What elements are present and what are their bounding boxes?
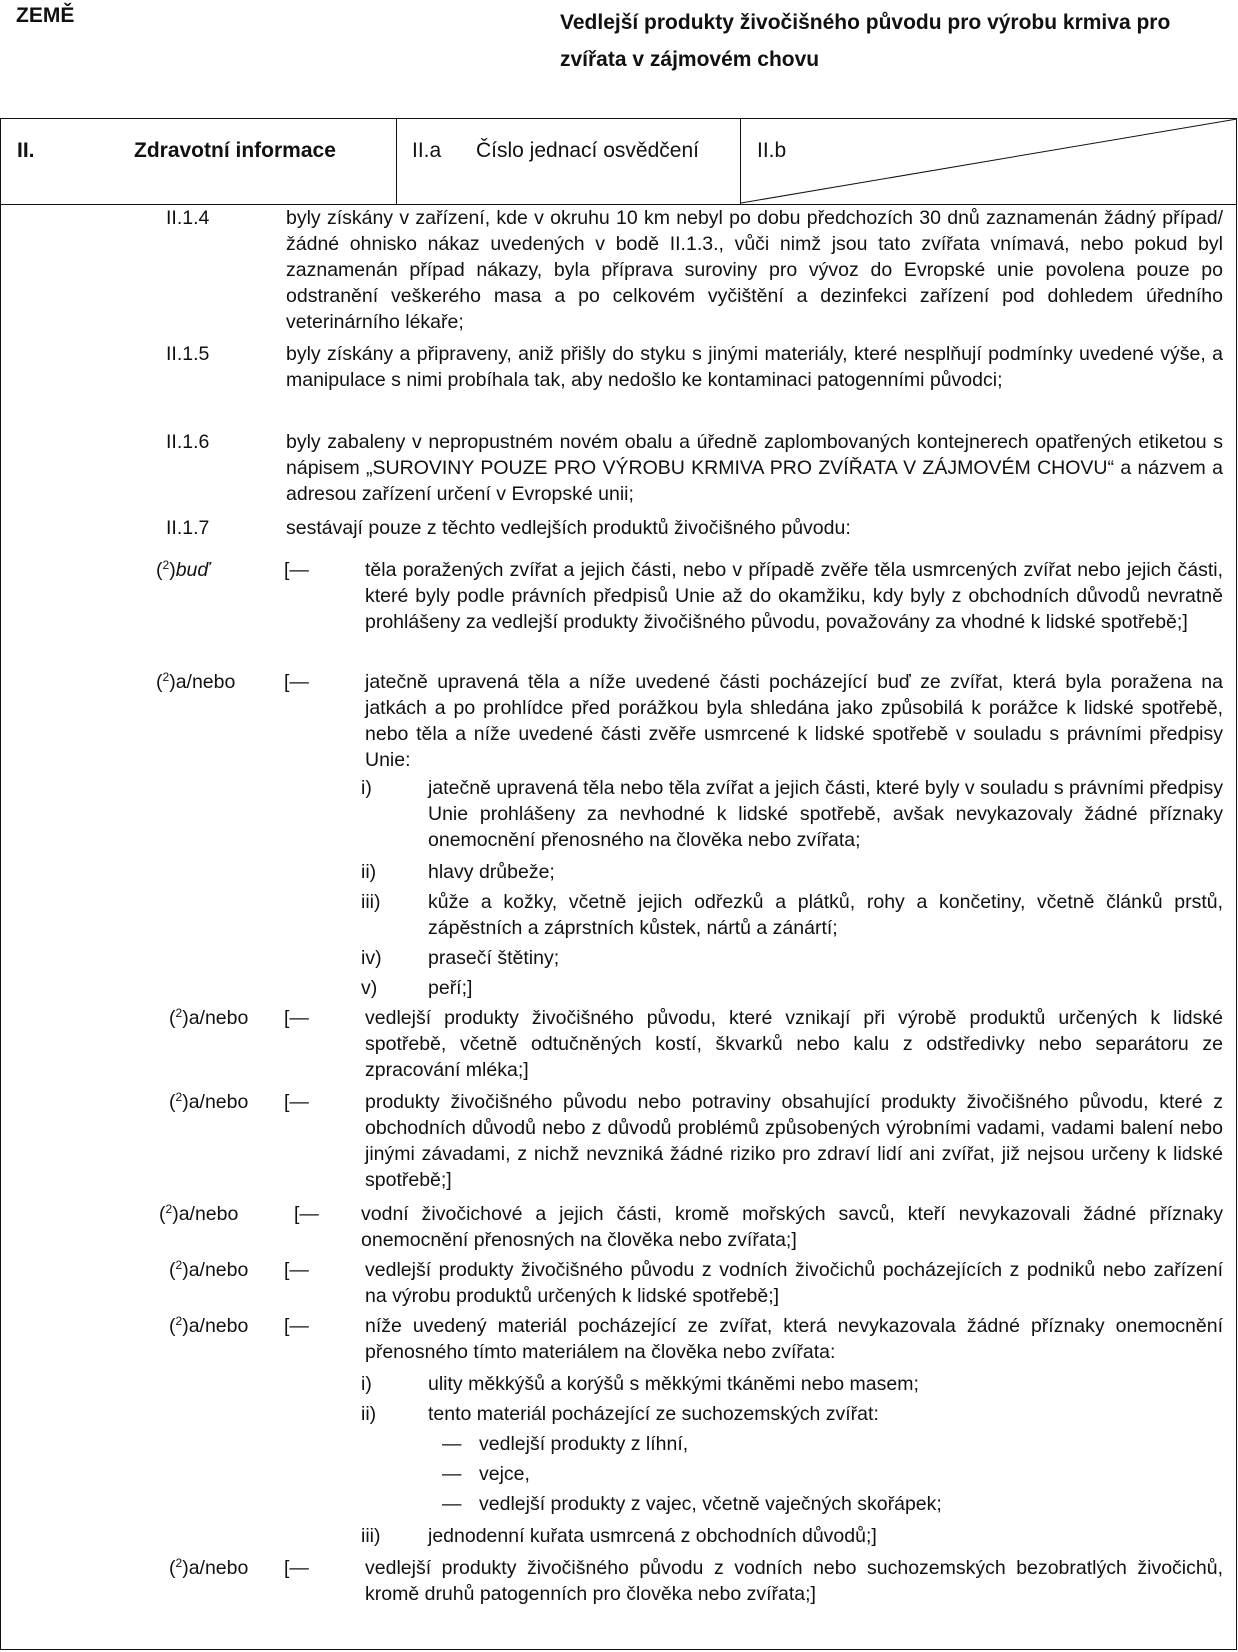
option-word: a/nebo xyxy=(188,1007,249,1029)
country-label: ZEMĚ xyxy=(16,4,75,27)
sub-item-text: kůže a kožky, včetně jejich odřezků a plátků, rohy a končetiny, včetně článků prstů, zápěstních a záprstních kůstek, nártů a zánártí; xyxy=(428,891,1223,939)
ref-label: Číslo jednací osvědčení xyxy=(476,139,699,162)
sub-item-text: peří;] xyxy=(428,977,473,999)
option-word: a/nebo xyxy=(178,1203,239,1225)
sub-item-number: ii) xyxy=(361,1403,377,1425)
clause-text: byly získány v zařízení, kde v okruhu 10 km nebyl po dobu předchozích 30 dnů zaznamenán žádný případ/žádné ohnisko nákaz uvedených v bodě II.1.3., vůči nimž jsou tato zvířata vnímavá, nebo pokud byl zaznamenán případ nákazy, byla příprava suroviny pro vývoz do Evropské unie povolena pouze po odstranění veškerého masa a po celkovém vyčištění a dezinfekci zařízení pod dohledem úředního veterinárního lékaře; xyxy=(286,207,1223,333)
certificate-header-row xyxy=(1,119,1237,205)
document-title: Vedlejší produkty živočišného původu pro výrobu krmiva pro zvířata v zájmovém chovu xyxy=(560,11,1171,71)
clause-number: II.1.7 xyxy=(166,517,210,539)
sub-item-number: v) xyxy=(361,977,378,999)
option-bracket: [— xyxy=(284,1557,309,1579)
sub-item-text: prasečí štětiny; xyxy=(428,947,560,969)
option-text: níže uvedený materiál pocházející ze zvířat, která nevykazovala žádné příznaky onemocnění přenosného tímto materiálem na člověka nebo zvířata: xyxy=(365,1315,1223,1363)
clause-text: sestávají pouze z těchto vedlejších produktů živočišného původu: xyxy=(286,517,851,539)
ref-code: II.a xyxy=(412,139,442,162)
option-word: a/nebo xyxy=(188,1557,249,1579)
certificate-frame xyxy=(0,118,1236,1650)
option-marker: ($^2$)a/nebo xyxy=(159,1202,239,1225)
clause-number: II.1.5 xyxy=(166,343,210,365)
option-bracket: [— xyxy=(294,1203,319,1225)
option-marker: ($^2$)a/nebo xyxy=(169,1314,249,1337)
option-bracket: [— xyxy=(284,1091,309,1113)
option-word: a/nebo xyxy=(188,1091,249,1113)
option-bracket: [— xyxy=(284,671,309,693)
option-text: produkty živočišného původu nebo potraviny obsahující produkty živočišného původu, které z obchodních důvodů nebo z důvodů problémů způsobených výrobními vadami, vadami balení nebo jinými závadami, z nichž nevzniká žádné riziko pro zdraví lidí ani zvířat, již nejsou určeny k lidské spotřebě;] xyxy=(365,1091,1223,1191)
option-text: vedlejší produkty živočišného původu z vodních nebo suchozemských bezobratlých živočichů, kromě druhů patogenních pro člověka nebo zvířata;] xyxy=(365,1557,1223,1605)
option-bracket: [— xyxy=(284,559,309,581)
option-text: jatečně upravená těla a níže uvedené části pocházející buď ze zvířat, která byla poražena na jatkách a po prohlídce před porážkou byla shledána jako způsobilá k porážce k lidské spotřebě, nebo těla a níže uvedené části zvěře usmrcené k lidské spotřebě v souladu s právními předpisy Unie: xyxy=(365,671,1223,771)
page-header xyxy=(0,0,1238,118)
sub-item-text: hlavy drůbeže; xyxy=(428,861,555,883)
option-marker: ($^2$)a/nebo xyxy=(169,1006,249,1029)
sub-item-number: iv) xyxy=(361,947,382,969)
section-title: Zdravotní informace xyxy=(134,139,336,162)
option-marker: ($^2$)a/nebo xyxy=(169,1090,249,1113)
option-marker: ($^2$)a/nebo xyxy=(169,1556,249,1579)
clause-number: II.1.6 xyxy=(166,431,210,453)
dash-mark: — xyxy=(442,1463,462,1485)
clause-text: byly zabaleny v nepropustném novém obalu a úředně zaplombovaných kontejnerech opatřených etiketou s nápisem „SUROVINY POUZE PRO VÝROBU KRMIVA PRO ZVÍŘATA V ZÁJMOVÉM CHOVU“ a názvem a adresou zařízení určení v Evropské unii; xyxy=(286,431,1223,505)
option-text: vodní živočichové a jejich části, kromě mořských savců, kteří nevykazovali žádné příznaky onemocnění přenosných na člověka nebo zvířata;] xyxy=(361,1203,1223,1251)
footnote-mark: 2 xyxy=(175,1090,183,1104)
diagonal-strike-line xyxy=(1,119,1237,204)
footnote-mark: 2 xyxy=(162,670,170,684)
option-text: vedlejší produkty živočišného původu, které vznikají při výrobě produktů určených k lidské spotřebě, včetně odtučněných kostí, škvarků nebo kalu z odstředivky nebo separátoru ze zpracování mléka;] xyxy=(365,1007,1223,1081)
sub-item-text: ulity měkkýšů a korýšů s měkkými tkáněmi nebo masem; xyxy=(428,1373,919,1395)
option-marker: ($^2$)buď xyxy=(156,558,210,581)
option-marker: ($^2$)a/nebo xyxy=(156,670,236,693)
footnote-mark: 2 xyxy=(165,1202,173,1216)
clause-number: II.1.4 xyxy=(166,207,210,229)
option-text: těla poražených zvířat a jejich části, nebo v případě zvěře těla usmrcených zvířat nebo jejich části, které byly podle právních předpisů Unie až do okamžiku, kdy byly z obchodních důvodů nevratně prohlášeny za vedlejší produkty živočišného původu, považovány za vhodné k lidské spotřebě;] xyxy=(365,559,1223,633)
dash-item-text: vedlejší produkty z vajec, včetně vaječných skořápek; xyxy=(479,1493,942,1515)
clause-text: byly získány a připraveny, aniž přišly do styku s jinými materiály, které nesplňují podmínky uvedené výše, a manipulace s nimi probíhala tak, aby nedošlo ke kontaminaci patogenními původci; xyxy=(286,343,1223,391)
sub-item-number: i) xyxy=(361,1373,372,1395)
option-bracket: [— xyxy=(284,1315,309,1337)
footnote-mark: 2 xyxy=(175,1006,183,1020)
option-word: a/nebo xyxy=(188,1259,249,1281)
iib-code: II.b xyxy=(757,139,787,162)
dash-item-text: vedlejší produkty z líhní, xyxy=(479,1433,689,1455)
option-text: vedlejší produkty živočišného původu z vodních živočichů pocházejících z podniků nebo zařízení na výrobu produktů určených k lidské spotřebě;] xyxy=(365,1259,1223,1307)
sub-item-number: iii) xyxy=(361,1525,381,1547)
footnote-mark: 2 xyxy=(162,558,170,572)
dash-mark: — xyxy=(442,1433,462,1455)
footnote-mark: 2 xyxy=(175,1258,183,1272)
section-number: II. xyxy=(17,139,35,162)
footnote-mark: 2 xyxy=(175,1314,183,1328)
dash-mark: — xyxy=(442,1493,462,1515)
sub-item-text: tento materiál pocházející ze suchozemských zvířat: xyxy=(428,1403,879,1425)
frame-right-edge xyxy=(1236,118,1237,1650)
sub-item-number: i) xyxy=(361,777,372,799)
option-word: a/nebo xyxy=(175,671,236,693)
option-bracket: [— xyxy=(284,1007,309,1029)
sub-item-number: ii) xyxy=(361,861,377,883)
sub-item-text: jatečně upravená těla nebo těla zvířat a jejich části, které byly v souladu s právními předpisy Unie prohlášeny za nevhodné k lidské spotřebě, avšak nevykazovaly žádné příznaky onemocnění přenosného na člověka nebo zvířata; xyxy=(428,777,1223,851)
sub-item-text: jednodenní kuřata usmrcená z obchodních důvodů;] xyxy=(428,1525,877,1547)
dash-item-text: vejce, xyxy=(479,1463,530,1485)
footnote-mark: 2 xyxy=(175,1556,183,1570)
option-word: buď xyxy=(175,559,210,581)
option-bracket: [— xyxy=(284,1259,309,1281)
sub-item-number: iii) xyxy=(361,891,381,913)
option-word: a/nebo xyxy=(188,1315,249,1337)
option-marker: ($^2$)a/nebo xyxy=(169,1258,249,1281)
